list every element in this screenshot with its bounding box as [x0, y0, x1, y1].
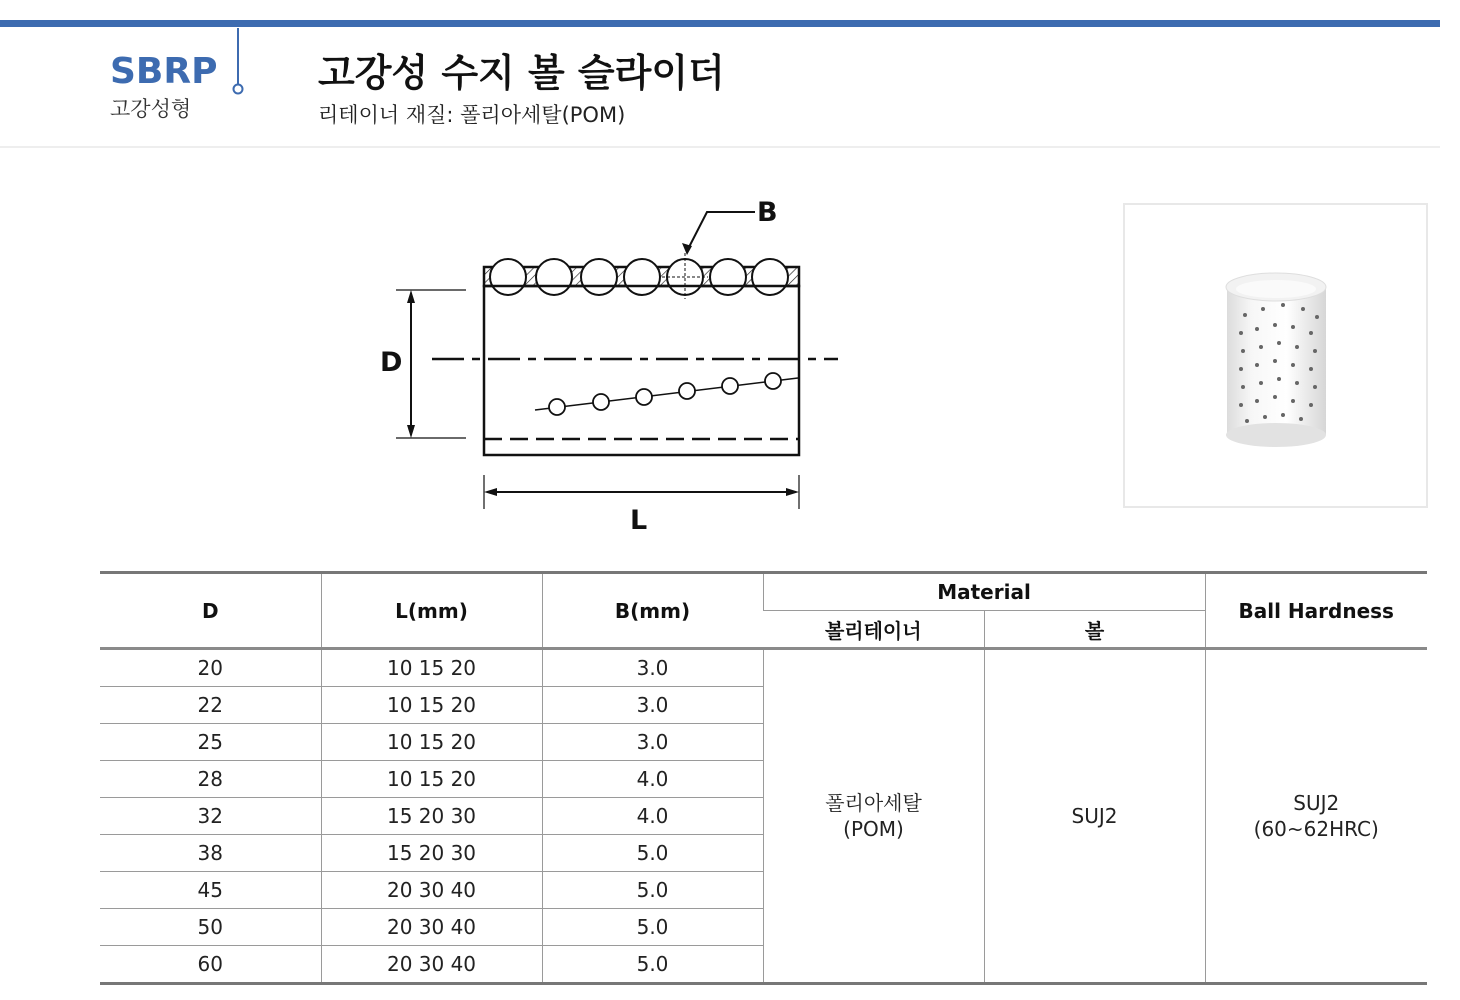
label-l: L	[630, 505, 648, 536]
top-accent-bar	[0, 20, 1440, 27]
cell-ball-size: 3.0	[542, 724, 763, 761]
cell-d: 20	[100, 649, 321, 687]
retainer-body	[484, 286, 799, 455]
product-type: 고강성형	[110, 97, 192, 121]
header-d: D	[100, 573, 321, 649]
cell-length: 10 15 20	[321, 761, 542, 798]
cell-d: 25	[100, 724, 321, 761]
cell-ball-material: SUJ2	[984, 649, 1205, 984]
header-length: L(mm)	[321, 573, 542, 649]
retainer-material-note: 리테이너 재질: 폴리아세탈(POM)	[318, 103, 626, 127]
title-block	[318, 48, 725, 128]
cell-ball-size: 3.0	[542, 687, 763, 724]
product-code: SBRP	[110, 51, 218, 92]
header-ball: 볼	[984, 611, 1205, 649]
cell-ball-size: 4.0	[542, 761, 763, 798]
header-ball-size: B(mm)	[542, 573, 763, 649]
cell-d: 22	[100, 687, 321, 724]
cell-length: 20 30 40	[321, 909, 542, 946]
cell-length: 20 30 40	[321, 872, 542, 909]
cell-length: 10 15 20	[321, 687, 542, 724]
cell-d: 45	[100, 872, 321, 909]
ball-retainer-product-icon	[1125, 205, 1426, 506]
cell-length: 10 15 20	[321, 724, 542, 761]
header-ball-hardness: Ball Hardness	[1205, 573, 1427, 649]
brand-block	[110, 50, 217, 122]
cell-ball-size: 3.0	[542, 649, 763, 687]
cell-d: 38	[100, 835, 321, 872]
cell-retainer-material: 폴리아세탈 (POM)	[763, 649, 984, 984]
pin-marker-icon	[232, 28, 244, 98]
cell-d: 50	[100, 909, 321, 946]
label-b: B	[757, 197, 778, 228]
header-material: Material	[763, 573, 1205, 611]
cell-ball-size: 5.0	[542, 835, 763, 872]
cell-d: 28	[100, 761, 321, 798]
b-leader-line	[687, 212, 755, 251]
table-row	[100, 649, 1427, 687]
spec-table	[100, 571, 1427, 985]
cell-d: 60	[100, 946, 321, 984]
technical-drawing	[370, 185, 850, 540]
cell-d: 32	[100, 798, 321, 835]
cell-ball-size: 4.0	[542, 798, 763, 835]
cell-ball-size: 5.0	[542, 946, 763, 984]
cell-ball-hardness: SUJ2 (60~62HRC)	[1205, 649, 1427, 984]
page-title: 고강성 수지 볼 슬라이더	[318, 51, 725, 95]
cell-ball-size: 5.0	[542, 909, 763, 946]
header-retainer: 볼리테이너	[763, 611, 984, 649]
header-divider	[0, 146, 1440, 148]
cell-length: 10 15 20	[321, 649, 542, 687]
product-photo-frame	[1123, 203, 1428, 508]
cell-length: 15 20 30	[321, 798, 542, 835]
cell-length: 15 20 30	[321, 835, 542, 872]
label-d: D	[380, 347, 403, 378]
cell-ball-size: 5.0	[542, 872, 763, 909]
cell-length: 20 30 40	[321, 946, 542, 984]
